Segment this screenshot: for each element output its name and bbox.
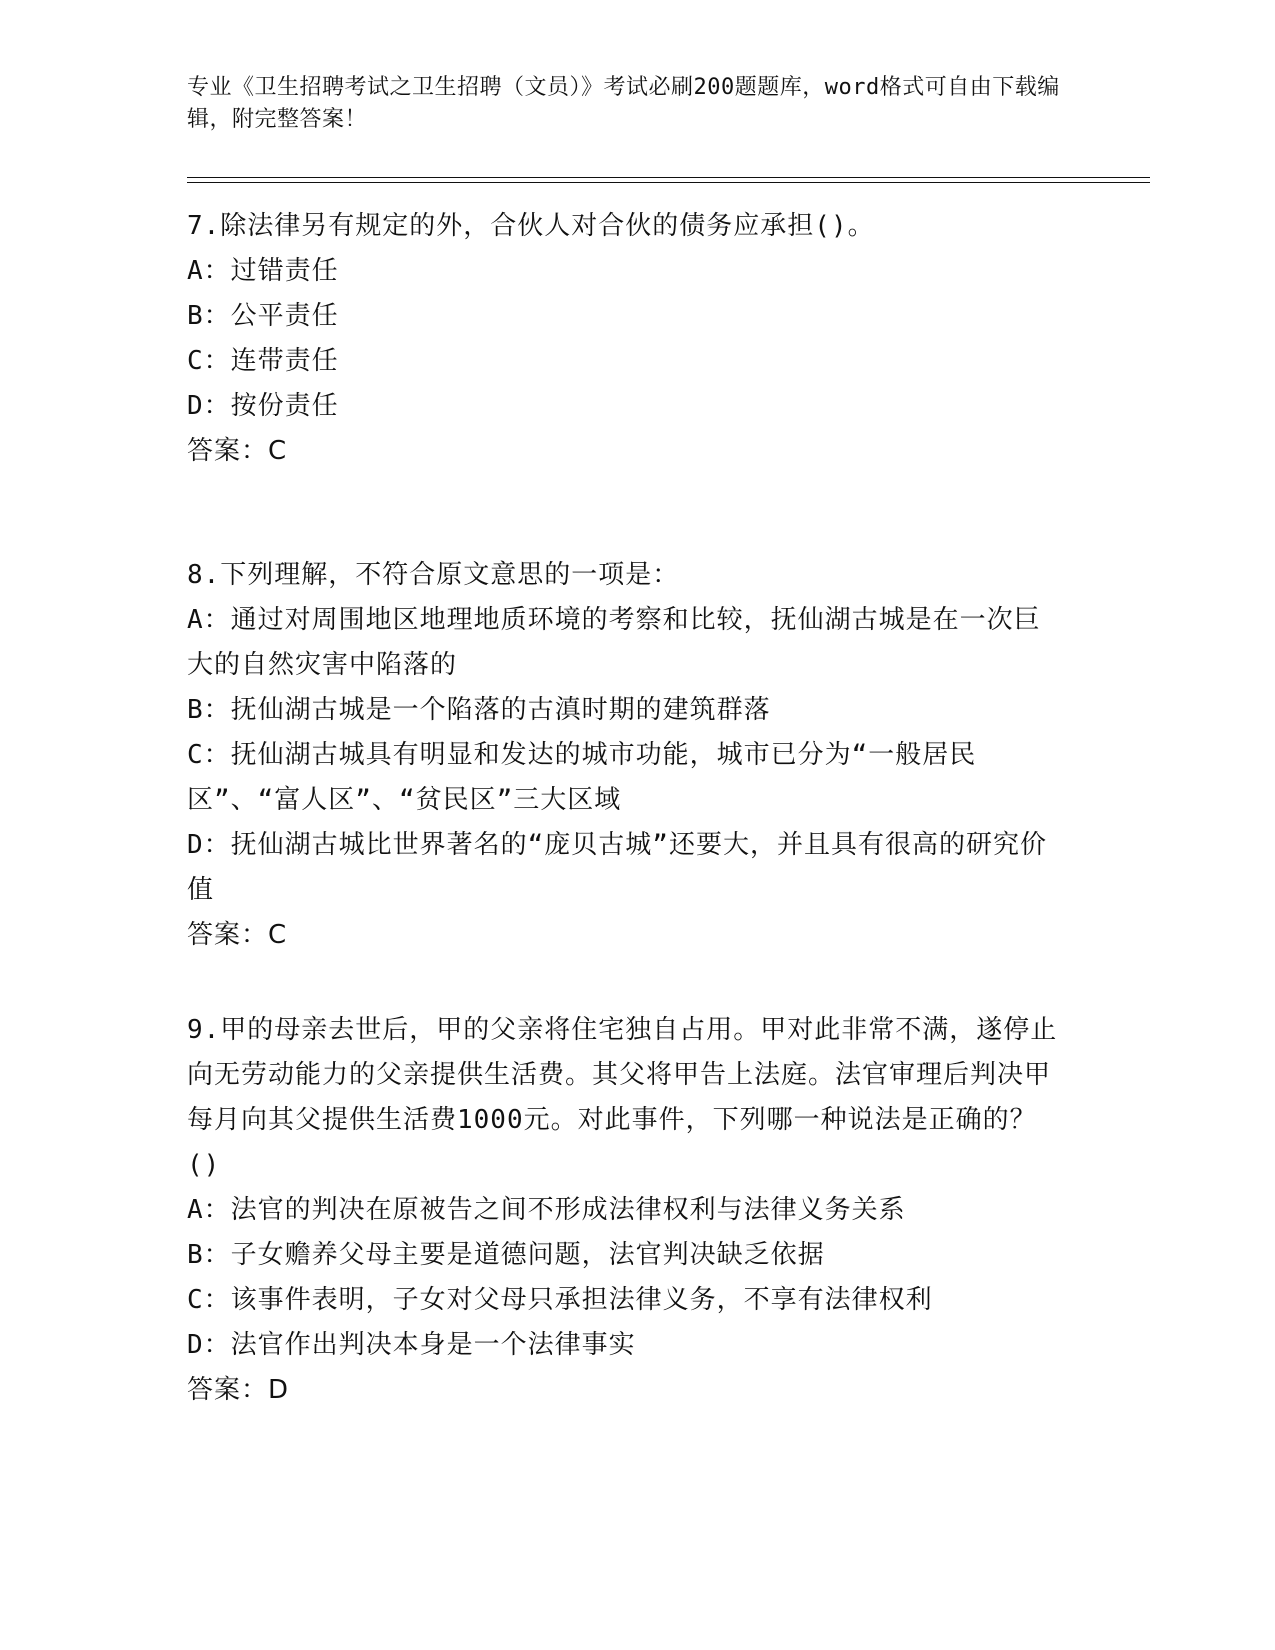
answer-label: 答案：C — [187, 436, 288, 466]
header-divider-top — [187, 177, 1150, 178]
option-c: C：该事件表明，子女对父母只承担法律义务，不享有法律权利 — [187, 1285, 933, 1315]
option-d: D：法官作出判决本身是一个法律事实 — [187, 1330, 636, 1360]
question-9 — [187, 1008, 1067, 1413]
question-stem: 9.甲的母亲去世后，甲的父亲将住宅独自占用。甲对此非常不满，遂停止向无劳动能力的父亲提供生活费。其父将甲告上法庭。法官审理后判决甲每月向其父提供生活费1000元。对此事件，下列哪一种说法是正确的？() — [187, 1015, 1058, 1180]
question-stem: 7.除法律另有规定的外，合伙人对合伙的债务应承担()。 — [187, 211, 875, 241]
option-b: B：公平责任 — [187, 301, 339, 331]
question-stem: 8.下列理解，不符合原文意思的一项是： — [187, 560, 680, 590]
option-a: A：过错责任 — [187, 256, 339, 286]
option-a: A：通过对周围地区地理地质环境的考察和比较，抚仙湖古城是在一次巨大的自然灾害中陷落的 — [187, 605, 1041, 680]
option-d: D：抚仙湖古城比世界著名的“庞贝古城”还要大，并且具有很高的研究价值 — [187, 830, 1047, 905]
answer-label: 答案：D — [187, 1375, 290, 1405]
option-b: B：抚仙湖古城是一个陷落的古滇时期的建筑群落 — [187, 695, 771, 725]
option-c: C：抚仙湖古城具有明显和发达的城市功能，城市已分为“一般居民区”、“富人区”、“贫民区”三大区域 — [187, 740, 977, 815]
question-7 — [187, 204, 1067, 474]
option-d: D：按份责任 — [187, 391, 339, 421]
option-b: B：子女赡养父母主要是道德问题，法官判决缺乏依据 — [187, 1240, 825, 1270]
header-divider-bottom — [187, 182, 1150, 183]
document-header: 专业《卫生招聘考试之卫生招聘（文员）》考试必刷200题题库，word格式可自由下载编辑，附完整答案！ — [187, 75, 1060, 132]
answer-label: 答案：C — [187, 920, 288, 950]
option-c: C：连带责任 — [187, 346, 339, 376]
option-a: A：法官的判决在原被告之间不形成法律权利与法律义务关系 — [187, 1195, 906, 1225]
question-8 — [187, 553, 1067, 958]
